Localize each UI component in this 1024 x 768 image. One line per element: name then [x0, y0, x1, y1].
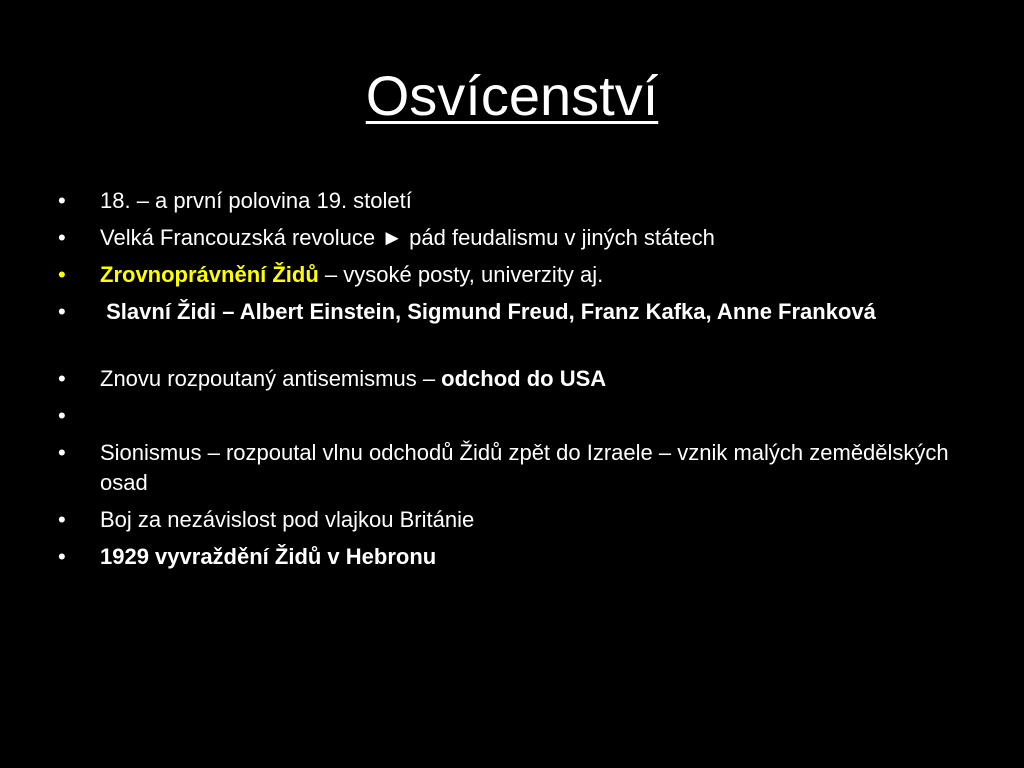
- bullet-item: [58, 186, 958, 216]
- bullet-text: Velká Francouzská revoluce ► pád feudalismu v jiných státech: [100, 225, 715, 250]
- bullet-icon: •: [58, 366, 66, 391]
- bullet-item: [58, 505, 958, 535]
- bullet-item: [58, 223, 958, 253]
- bullet-text: 18. – a první polovina 19. století: [100, 188, 412, 213]
- bullet-text: Znovu rozpoutaný antisemismus –: [100, 366, 442, 391]
- bullet-item: [58, 260, 958, 290]
- bullet-icon: •: [58, 299, 66, 324]
- bullet-highlight-text: Zrovnoprávnění Židů: [100, 262, 319, 287]
- bullet-text: Sionismus – rozpoutal vlnu odchodů Židů zpět do Izraele – vznik malých zemědělských osad: [100, 440, 949, 495]
- bullet-bold-text: Slavní Židi – Albert Einstein, Sigmund Freud, Franz Kafka, Anne Franková: [100, 299, 876, 324]
- bullet-icon: •: [58, 507, 66, 532]
- bullet-item: [58, 542, 958, 572]
- bullet-icon: •: [58, 225, 66, 250]
- bullet-icon: •: [58, 544, 66, 569]
- bullet-bold-text: 1929 vyvraždění Židů v Hebronu: [100, 544, 437, 569]
- bullet-item-empty: [58, 401, 958, 431]
- bullet-item: [58, 438, 958, 498]
- bullet-icon: •: [58, 188, 66, 213]
- bullet-icon: •: [58, 403, 66, 428]
- bullet-bold-tail: odchod do USA: [441, 366, 607, 391]
- bullet-item: [58, 297, 958, 327]
- bullet-text: Boj za nezávislost pod vlajkou Británie: [100, 507, 475, 532]
- slide-title: Osvícenství: [365, 64, 659, 127]
- bullet-list: [58, 186, 958, 579]
- bullet-item: [58, 364, 958, 394]
- bullet-icon: •: [58, 440, 66, 465]
- bullet-text: – vysoké posty, univerzity aj.: [318, 262, 604, 287]
- bullet-icon: •: [58, 262, 66, 287]
